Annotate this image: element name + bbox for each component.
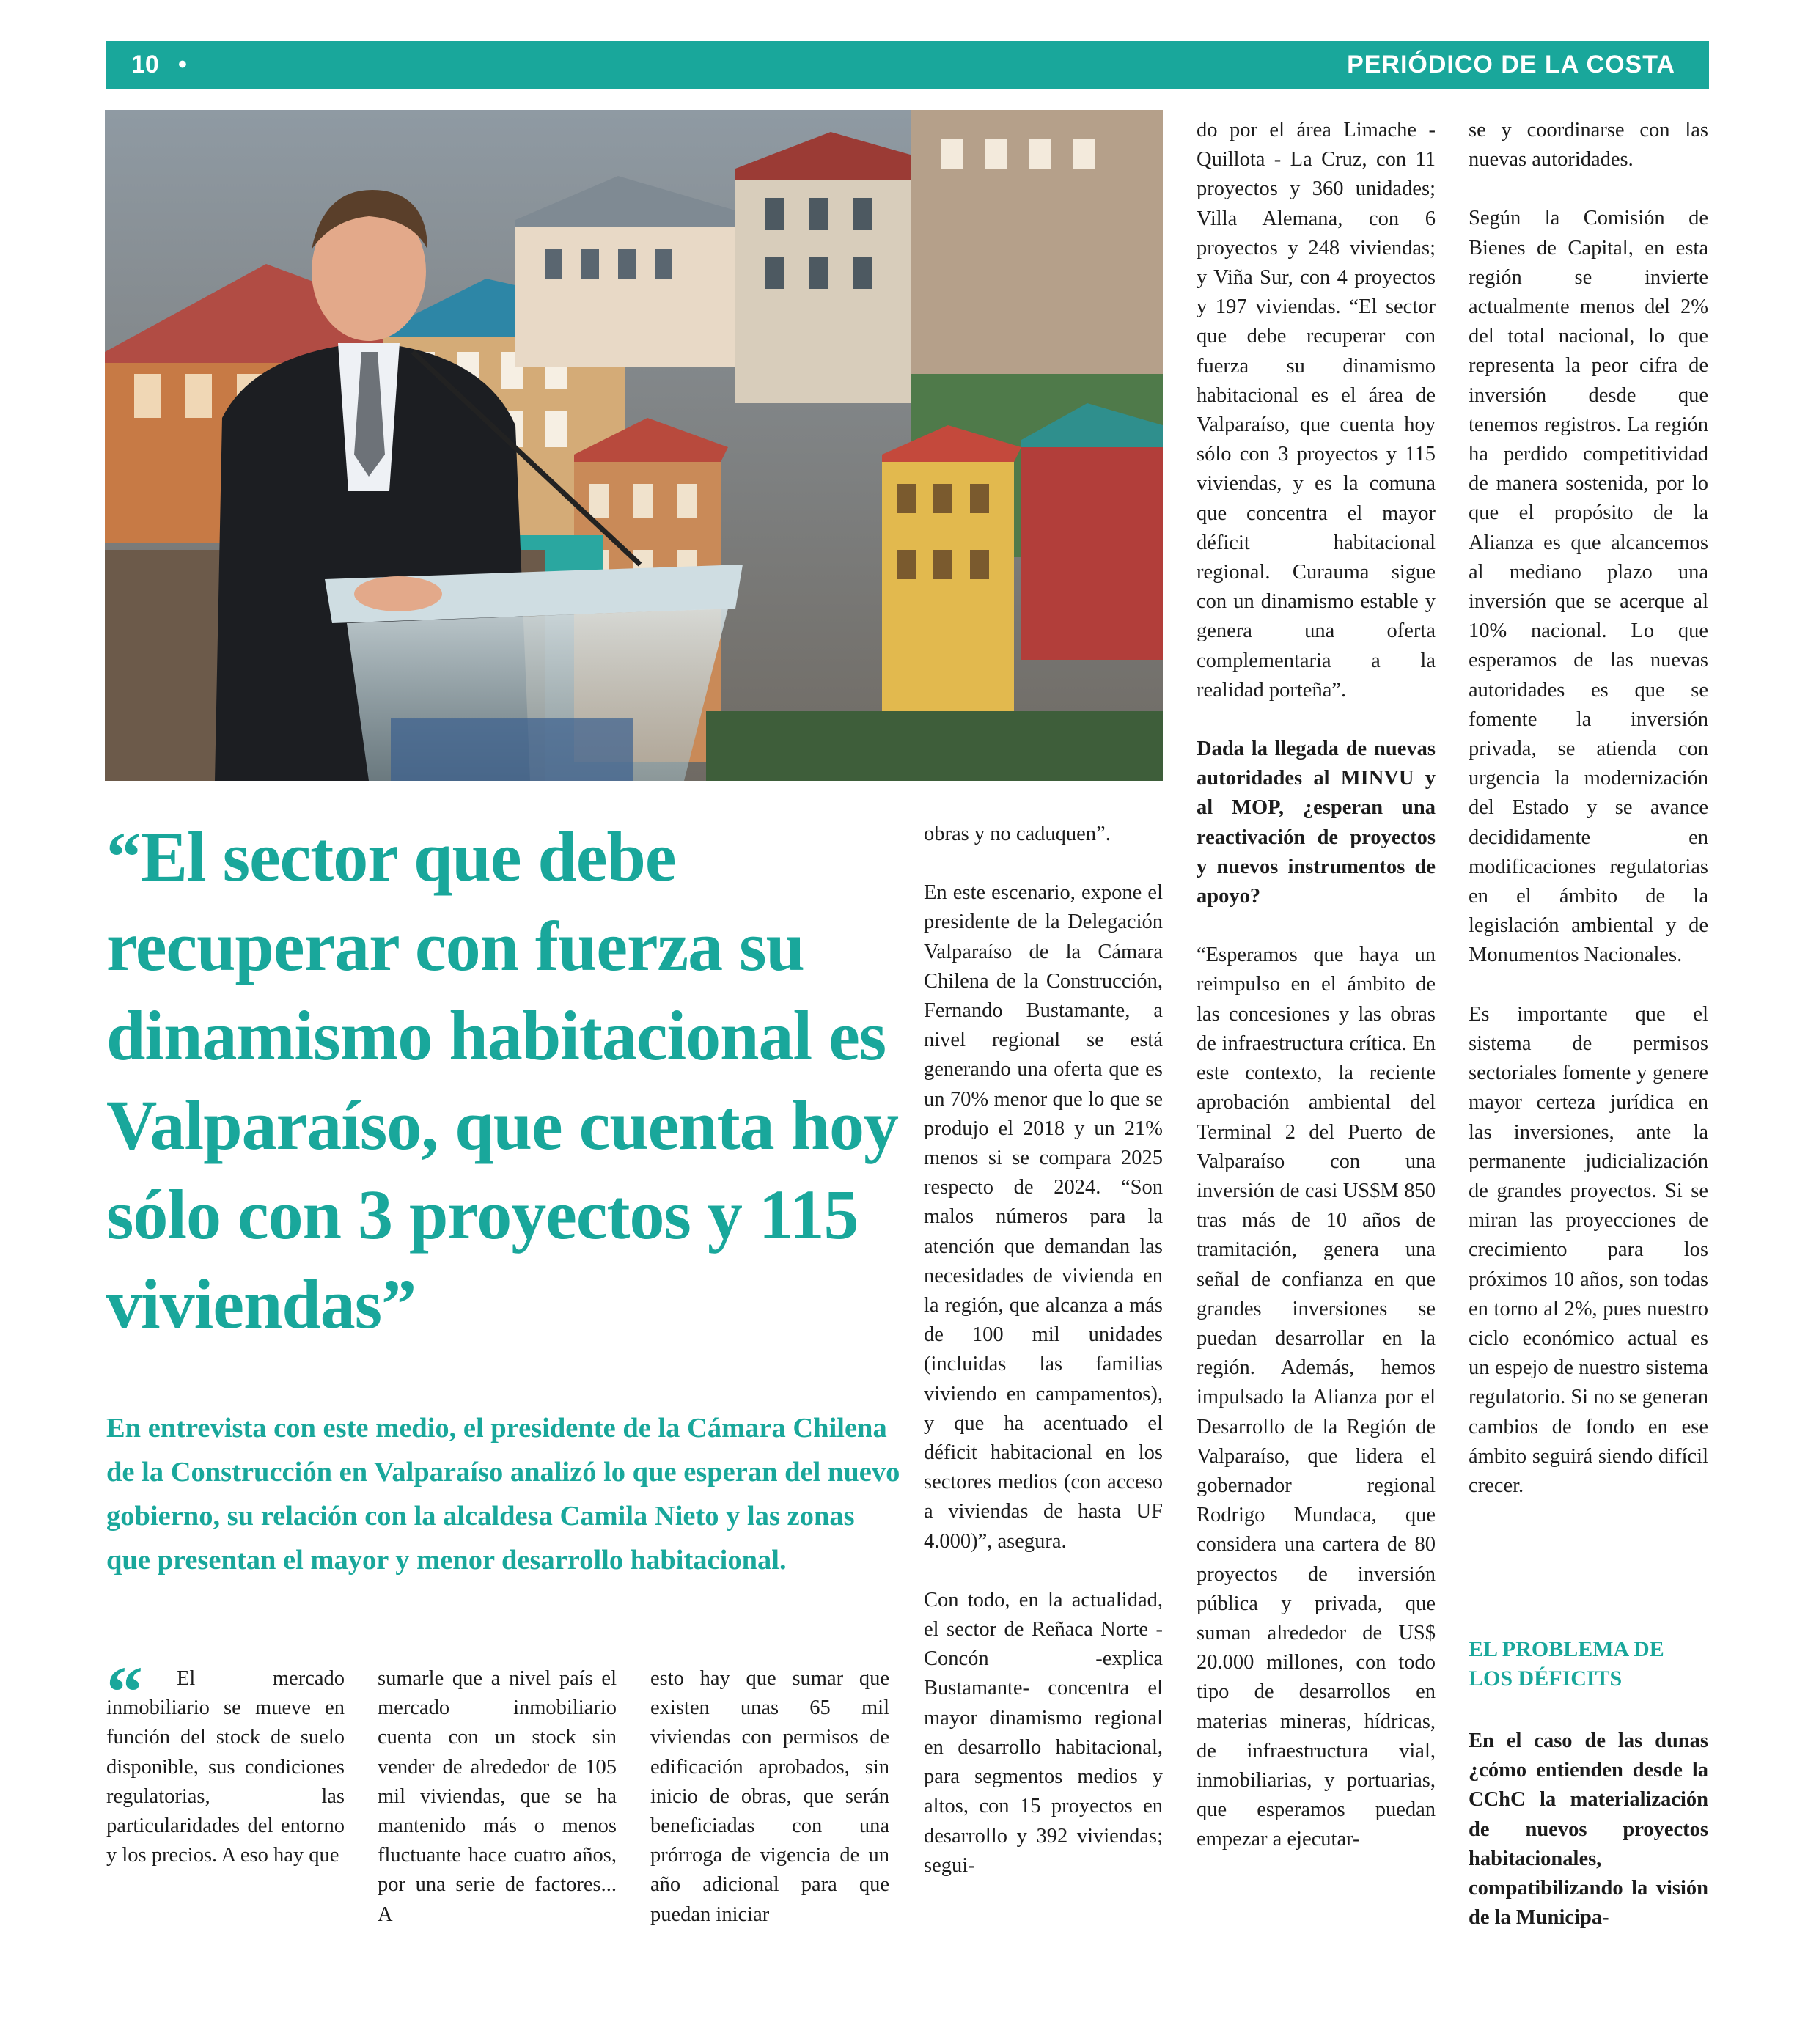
body-paragraph: El mercado inmobiliario se mueve en función del stock de suelo disponible, sus condiciones regulatorias, las particularidades del entorno y los precios. A eso hay que <box>106 1667 345 1867</box>
body-column-5 <box>1197 116 1436 1855</box>
article-lead: En entrevista con este medio, el presidente de la Cámara Chilena de la Construcción en Valparaíso analizó lo que esperan del nuevo gobierno, su relación con la alcaldesa Camila Nieto y las zonas que presentan el mayor y menor desarrollo habitacional. <box>106 1413 900 1576</box>
body-paragraph: Con todo, en la actualidad, el sector de Reñaca Norte - Concón -explica Bustamante- concentra el mayor dinamismo regional en desarrollo habitacional, para segmentos medios y altos, con 15 proyectos en desarrollo y 392 viviendas; segui- <box>924 1588 1163 1877</box>
opening-quote-mark: “ <box>106 1651 143 1732</box>
page-number: 10 <box>131 51 159 78</box>
body-paragraph: Según la Comisión de Bienes de Capital, en esta región se invierte actualmente menos del 2% del total nacional, lo que representa la peor cifra de inversión desde que tenemos registros. La región ha perdido competitividad de manera sostenida, por lo que el propósito de la Alianza es que alcancemos al mediano plazo una inversión que se acerque al 10% nacional. Lo que esperamos de las nuevas autoridades es que se fomente la inversión privada, se atienda con urgencia la modernización del Estado y se avance decididamente en modificaciones regulatorias en el ámbito de la legislación ambiental y de Monumentos Nacionales. <box>1469 207 1708 967</box>
body-paragraph: obras y no caduquen”. <box>924 823 1111 845</box>
interview-question: En el caso de las dunas ¿cómo entienden desde la CChC la materialización de nuevos proyectos habitacionales, compatibilizando la visión de la Municipa- <box>1469 1729 1708 1930</box>
publication-name: PERIÓDICO DE LA COSTA <box>1347 51 1675 78</box>
body-paragraph: En este escenario, expone el presidente de la Delegación Valparaíso de la Cámara Chilena de la Construcción, Fernando Bustamante, a nivel regional se está generando una oferta que es un 70% menor que lo que se produjo el 2018 y un 21% menos si se compara 2025 respecto de 2024. “Son malos números para la atención que demandan las necesidades de vivienda en la región, que alcanza a más de 100 mil unidades (incluidas las familias viviendo en campamentos), y que ha acentuado el déficit habitacional en los sectores medios (con acceso a viviendas de hasta UF 4.000)”, asegura. <box>924 881 1163 1553</box>
page-header-bar <box>106 41 1709 89</box>
body-paragraph: Es importante que el sistema de permisos sectoriales fomente y genere mayor certeza jurídica en las inversiones, ante la permanente judicialización de grandes proyectos. Si se miran las proyecciones de crecimiento para los próximos 10 años, son todas en torno al 2%, pues nuestro ciclo económico actual es un espejo de nuestro sistema regulatorio. Si no se generan cambios de fondo en ese ámbito seguirá siendo difícil crecer. <box>1469 1002 1708 1497</box>
body-paragraph: esto hay que sumar que existen unas 65 mil viviendas con permisos de edificación aprobados, sin inicio de obras, que serán beneficiadas con una prórroga de vigencia de un año adicional para que puedan iniciar <box>650 1667 889 1926</box>
body-column-3 <box>650 1664 889 1930</box>
body-column-6-continued <box>1469 1727 1708 1933</box>
body-paragraph: “Esperamos que haya un reimpulso en el ámbito de las concesiones y las obras de infraestructura crítica. En este contexto, la reciente aprobación ambiental del Terminal 2 del Puerto de Valparaíso con una inversión de casi US$M 850 tras más de 10 años de tramitación, genera una señal de confianza en que grandes inversiones se puedan desarrollar en la región. Además, hemos impulsado la Alianza por el Desarrollo de la Región de Valparaíso, que lidera el gobernador regional Rodrigo Mundaca, que considera una cartera de 80 proyectos de inversión pública y privada, que suman alrededor de US$ 20.000 millones, con todo tipo de desarrollos en materias mineras, hídricas, de infraestructura vial, inmobiliarias, y portuarias, que esperamos puedan empezar a ejecutar- <box>1197 944 1436 1851</box>
speaker-at-podium-illustration <box>105 110 1163 781</box>
body-paragraph: sumarle que a nivel país el mercado inmobiliario cuenta con un stock sin vender de alrededor de 105 mil viviendas, que se ha mantenido más o menos fluctuante hace cuatro años, por una serie de factores... A <box>378 1667 617 1926</box>
section-heading: EL PROBLEMA DE LOS DÉFICITS <box>1469 1637 1664 1691</box>
body-column-6 <box>1469 116 1708 1501</box>
body-paragraph: se y coordinarse con las nuevas autoridades. <box>1469 119 1708 172</box>
header-bullet: • <box>178 51 187 78</box>
body-column-2 <box>378 1664 617 1930</box>
body-column-4 <box>924 820 1163 1881</box>
interview-question: Dada la llegada de nuevas autoridades al MINVU y al MOP, ¿esperan una reactivación de proyectos y nuevos instrumentos de apoyo? <box>1197 738 1436 908</box>
body-column-1 <box>106 1664 345 1870</box>
body-paragraph: do por el área Limache - Quillota - La Cruz, con 11 proyectos y 360 unidades; Villa Alemana, con 6 proyectos y 248 viviendas; y Viña Sur, con 4 proyectos y 197 viviendas. “El sector que debe recuperar con fuerza su dinamismo habitacional es el área de Valparaíso, que cuenta hoy sólo con 3 proyectos y 115 viviendas, y es la comuna que concentra el mayor déficit habitacional regional. Curauma sigue con un dinamismo estable y genera una oferta complementaria a la realidad porteña”. <box>1197 119 1436 702</box>
article-photo <box>105 110 1163 781</box>
article-headline: “El sector que debe recuperar con fuerza su dinamismo habitacional es Valparaíso, que cuenta hoy sólo con 3 proyectos y 115 viviendas” <box>106 817 898 1343</box>
